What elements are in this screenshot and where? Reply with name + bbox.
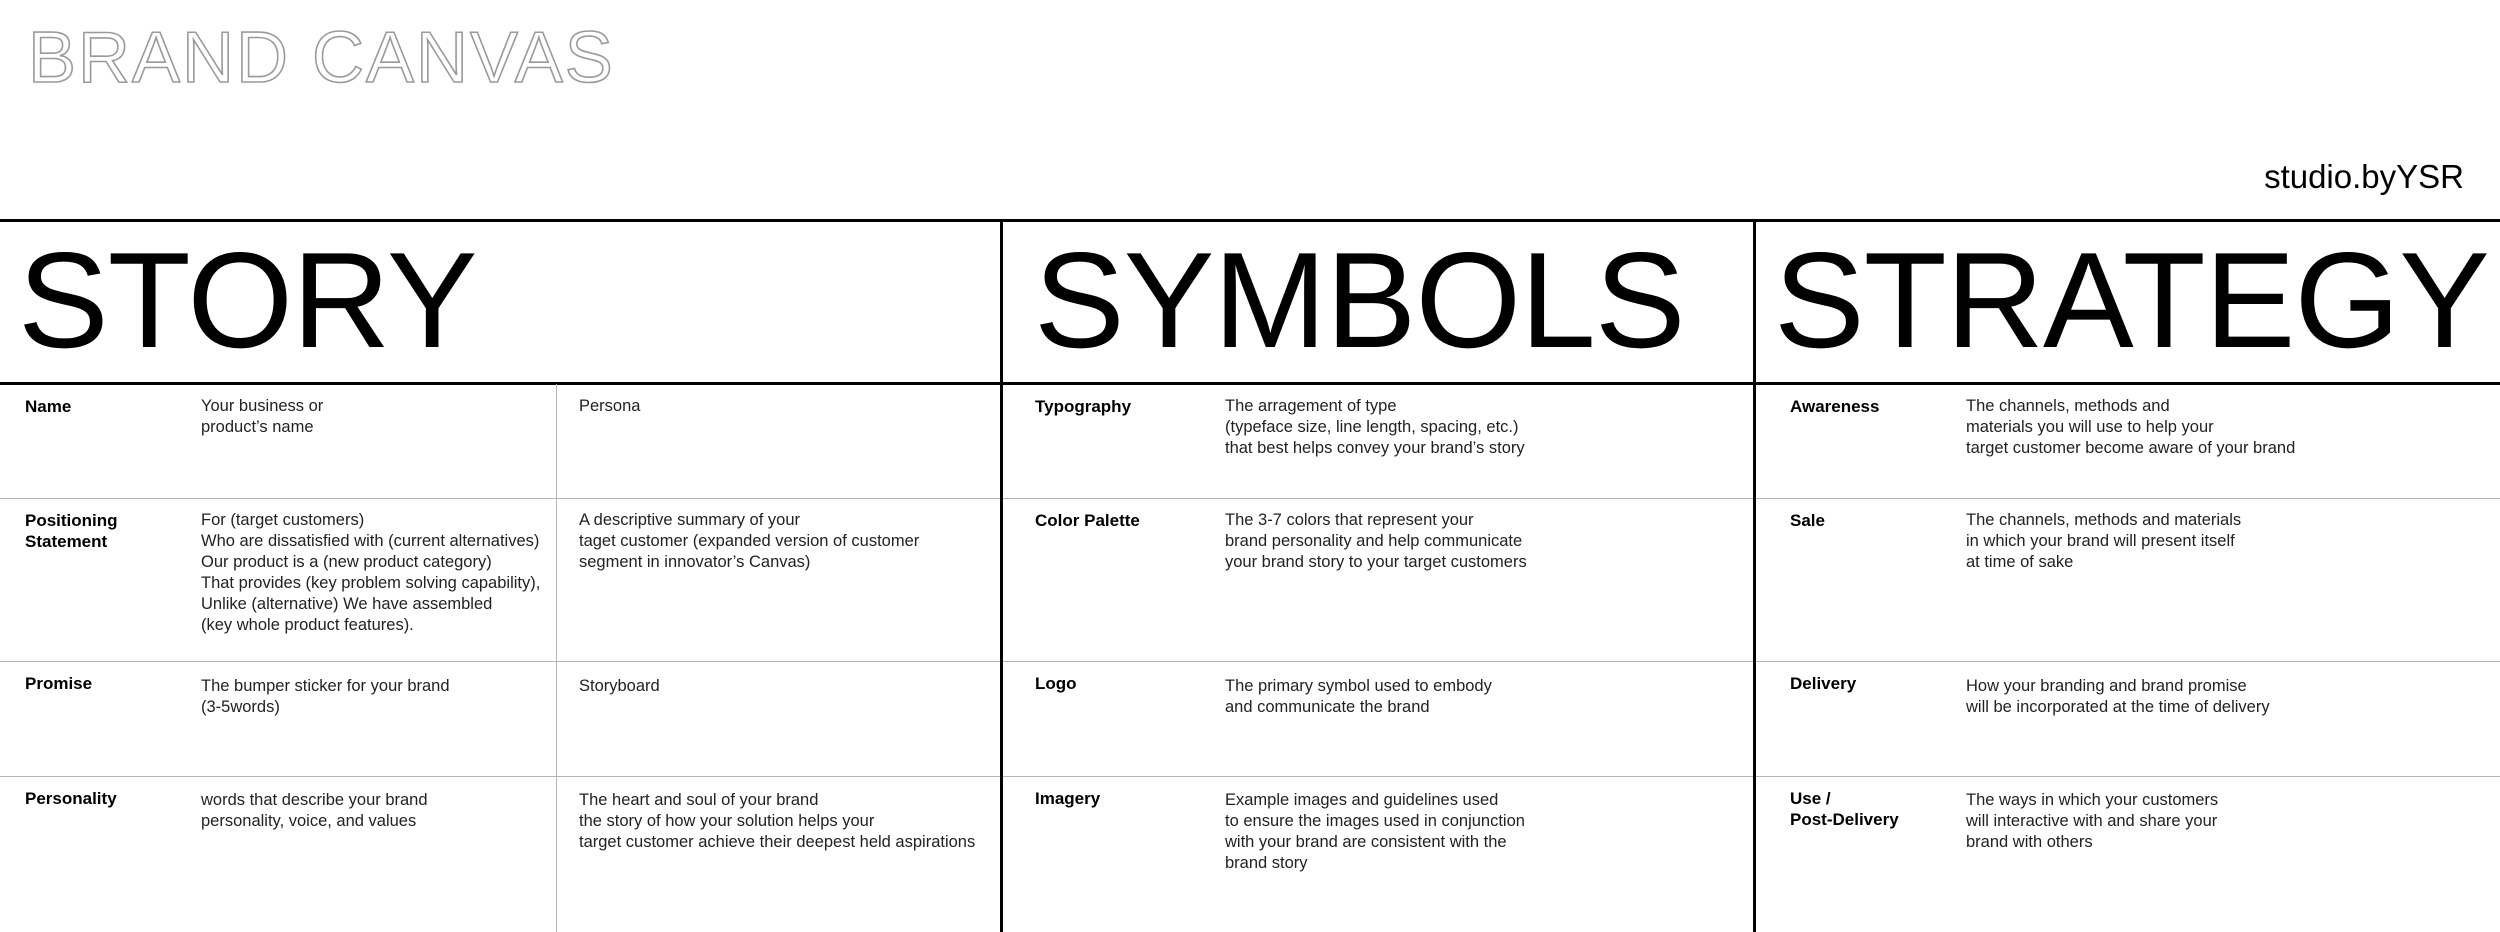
grid-heading-rule	[0, 382, 2500, 385]
strategy-label-use-post-delivery: Use / Post-Delivery	[1790, 789, 1899, 829]
brand-canvas-title: BRAND CANVAS	[28, 18, 615, 98]
story-desc-positioning: For (target customers) Who are dissatisfied with (current alternatives) Our product is a (new product category) That provides (key problem solving capability), Unlike (alternative) We have assembled (key whole product features).	[201, 511, 541, 634]
symbols-desc-typography: The arragement of type (typeface size, line length, spacing, etc.) that best helps convey your brand’s story	[1225, 397, 1525, 457]
story-desc-name: Your business or product’s name	[201, 397, 324, 436]
section-divider-symbols-strategy	[1753, 219, 1756, 932]
strategy-desc-delivery: How your branding and brand promise will be incorporated at the time of delivery	[1966, 677, 2270, 716]
story-desc-personality: words that describe your brand personality, voice, and values	[201, 791, 428, 830]
story-label-name: Name	[25, 397, 72, 416]
symbols-desc-color-palette: The 3-7 colors that represent your brand personality and help communicate your brand story to your target customers	[1225, 511, 1527, 571]
story-extra-customer-summary: A descriptive summary of your taget customer (expanded version of customer segment in innovator’s Canvas)	[579, 511, 920, 571]
story-heading: STORY	[18, 224, 477, 376]
studio-label: studio.byYSR	[2264, 158, 2464, 195]
symbols-desc-logo: The primary symbol used to embody and communicate the brand	[1225, 677, 1492, 716]
symbols-label-color-palette: Color Palette	[1035, 511, 1140, 530]
story-label-promise: Promise	[25, 674, 93, 693]
strategy-label-awareness: Awareness	[1790, 397, 1880, 416]
strategy-label-sale: Sale	[1790, 511, 1825, 530]
symbols-label-logo: Logo	[1035, 674, 1077, 693]
section-divider-story-symbols	[1000, 219, 1003, 932]
strategy-heading: STRATEGY	[1774, 224, 2489, 376]
story-extra-heart-soul: The heart and soul of your brand the story of how your solution helps your target customer achieve their deepest held aspirations	[579, 791, 976, 851]
story-extra-column-divider	[556, 384, 557, 932]
grid-row-divider	[0, 498, 2500, 499]
strategy-label-delivery: Delivery	[1790, 674, 1857, 693]
strategy-desc-sale: The channels, methods and materials in which your brand will present itself at time of sake	[1966, 511, 2242, 571]
story-label-positioning: Positioning Statement	[25, 511, 118, 551]
grid-top-rule	[0, 219, 2500, 222]
symbols-desc-imagery: Example images and guidelines used to ensure the images used in conjunction with your brand are consistent with the brand story	[1225, 791, 1525, 872]
story-extra-persona: Persona	[579, 397, 641, 415]
grid-row-divider	[0, 661, 2500, 662]
symbols-heading: SYMBOLS	[1034, 224, 1685, 376]
story-desc-promise: The bumper sticker for your brand (3-5words)	[201, 677, 450, 716]
symbols-label-typography: Typography	[1035, 397, 1132, 416]
strategy-desc-use-post-delivery: The ways in which your customers will interactive with and share your brand with others	[1966, 791, 2219, 851]
grid-row-divider	[0, 776, 2500, 777]
symbols-label-imagery: Imagery	[1035, 789, 1101, 808]
story-extra-storyboard: Storyboard	[579, 677, 660, 695]
strategy-desc-awareness: The channels, methods and materials you will use to help your target customer become aware of your brand	[1966, 397, 2296, 457]
story-label-personality: Personality	[25, 789, 117, 808]
